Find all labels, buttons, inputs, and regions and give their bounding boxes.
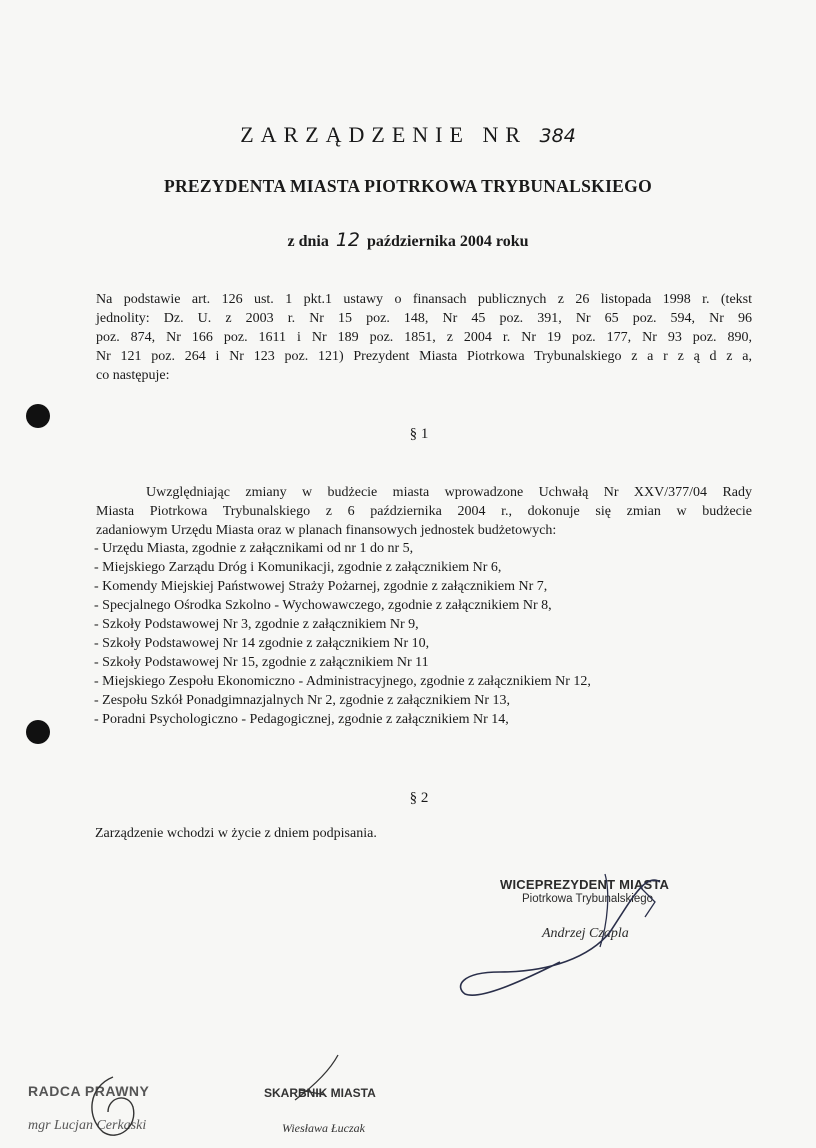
list-item: - Komendy Miejskiej Państwowej Straży Pożarnej, zgodnie z załącznikiem Nr 7,: [94, 579, 548, 594]
section-1-line: Uwzględniając zmiany w budżecie miasta wprowadzone Uchwałą Nr XXV/377/04 Rady: [146, 485, 752, 500]
vice-president-stamp-city: Piotrkowa Trybunalskiego: [522, 893, 654, 905]
punch-hole-bottom: [26, 720, 50, 744]
intro-paragraph: [96, 290, 752, 385]
intro-line: poz. 874, Nr 166 poz. 1611 i Nr 189 poz. 1851, z 2004 r. Nr 19 poz. 177, Nr 93 poz. 890,: [96, 330, 752, 345]
handwritten-number: 384: [539, 125, 576, 147]
list-item: - Szkoły Podstawowej Nr 15, zgodnie z załącznikiem Nr 11: [94, 655, 429, 670]
section-2-text: Zarządzenie wchodzi w życie z dniem podpisania.: [95, 826, 377, 841]
list-item: - Szkoły Podstawowej Nr 14 zgodnie z załącznikiem Nr 10,: [94, 636, 430, 651]
punch-hole-top: [26, 404, 50, 428]
handwritten-day: 12: [335, 229, 361, 251]
vice-president-signature: [440, 862, 660, 1002]
section-1-paragraph: [96, 483, 752, 540]
date-prefix: z dnia: [287, 233, 329, 250]
intro-line: Na podstawie art. 126 ust. 1 pkt.1 ustawy o finansach publicznych z 26 listopada 1998 r. (tekst: [96, 292, 752, 307]
intro-line: co następuje:: [96, 368, 170, 383]
vice-president-stamp-title: WICEPREZYDENT MIASTA: [500, 877, 670, 892]
treasurer-stamp-name: Wiesława Łuczak: [282, 1121, 365, 1135]
list-item: - Urzędu Miasta, zgodnie z załącznikami od nr 1 do nr 5,: [94, 541, 414, 556]
list-item: - Zespołu Szkół Ponadgimnazjalnych Nr 2, zgodnie z załącznikiem Nr 13,: [94, 693, 510, 708]
vice-president-stamp-name: Andrzej Czapla: [542, 926, 629, 941]
treasurer-signature: [280, 1050, 360, 1110]
list-item: - Miejskiego Zarządu Dróg i Komunikacji, zgodnie z załącznikiem Nr 6,: [94, 560, 502, 575]
list-item: - Miejskiego Zespołu Ekonomiczno - Administracyjnego, zgodnie z załącznikiem Nr 12,: [94, 674, 591, 689]
section-1-heading: § 1: [409, 426, 429, 442]
intro-line: Nr 121 poz. 264 i Nr 123 poz. 121) Prezydent Miasta Piotrkowa Trybunalskiego z a r z ą d z a,: [96, 349, 752, 364]
date-suffix: października 2004 roku: [367, 233, 529, 250]
section-2-heading: § 2: [409, 790, 429, 806]
section-1-line: zadaniowym Urzędu Miasta oraz w planach finansowych jednostek budżetowych:: [96, 523, 557, 538]
legal-counsel-signature: [78, 1072, 148, 1142]
list-item: - Szkoły Podstawowej Nr 3, zgodnie z załącznikiem Nr 9,: [94, 617, 419, 632]
list-item: - Poradni Psychologiczno - Pedagogicznej, zgodnie z załącznikiem Nr 14,: [94, 712, 509, 727]
treasurer-stamp-title: SKARBNIK MIASTA: [264, 1086, 376, 1100]
legal-counsel-stamp-name: mgr Lucjan Cerkaski: [28, 1118, 147, 1133]
document-title: [0, 122, 816, 148]
issuer-heading: PREZYDENTA MIASTA PIOTRKOWA TRYBUNALSKIEGO: [164, 176, 652, 196]
section-1-line: Miasta Piotrkowa Trybunalskiego z 6 października 2004 r., dokonuje się zmian w budżecie: [96, 504, 752, 519]
date-line: [0, 229, 816, 251]
legal-counsel-stamp-title: RADCA PRAWNY: [28, 1083, 150, 1099]
intro-line: jednolity: Dz. U. z 2003 r. Nr 15 poz. 148, Nr 45 poz. 391, Nr 65 poz. 594, Nr 96: [96, 311, 752, 326]
title-text: ZARZĄDZENIE NR: [240, 122, 528, 147]
list-item: - Specjalnego Ośrodka Szkolno - Wychowawczego, zgodnie z załącznikiem Nr 8,: [94, 598, 552, 613]
units-list: [94, 539, 591, 729]
